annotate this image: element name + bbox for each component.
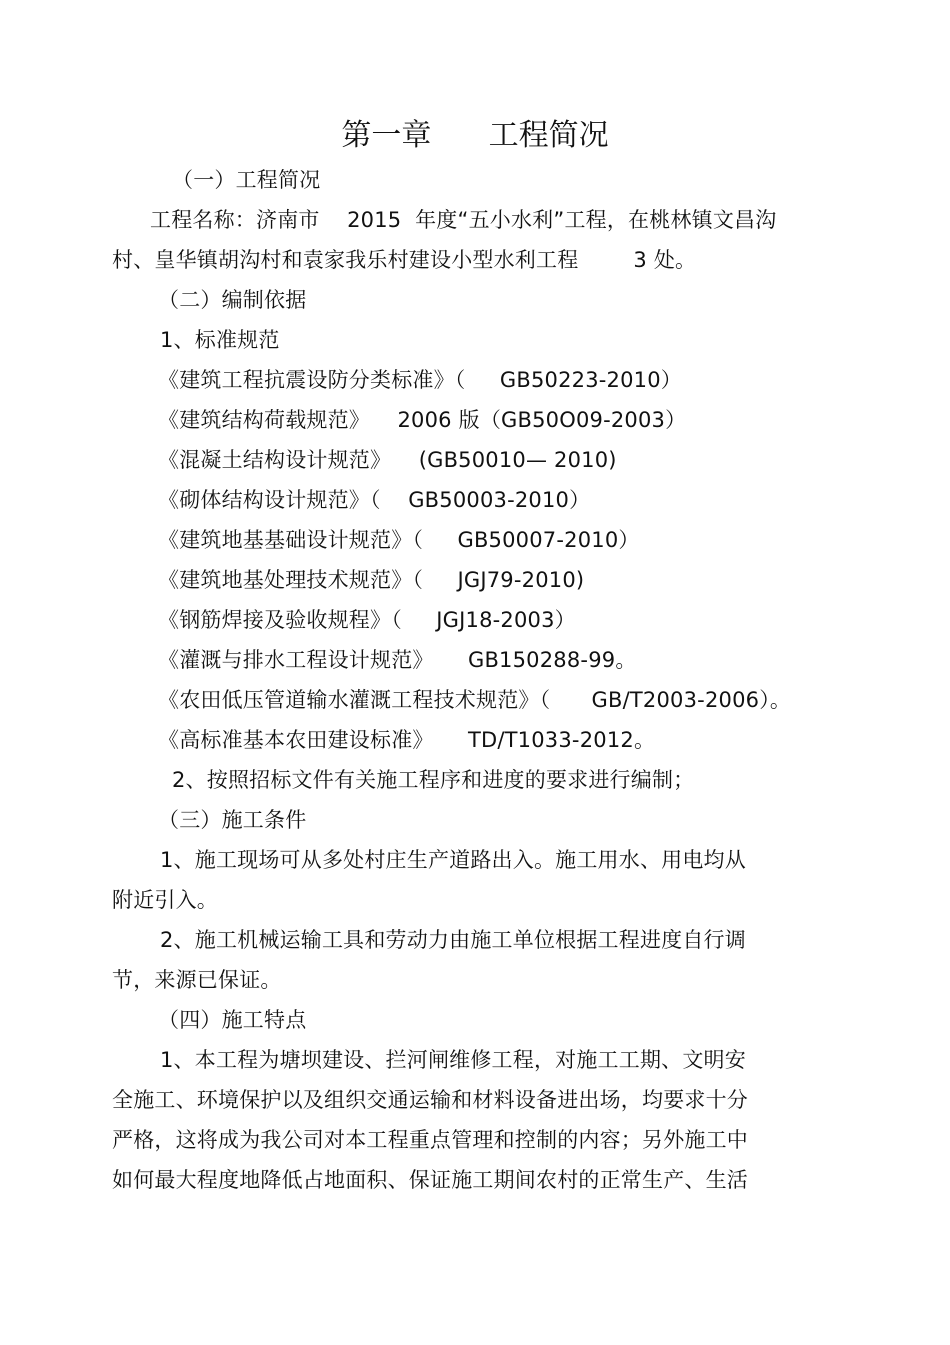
project-name-line-1: 工程名称：济南市 2015 年度“五小水利”工程，在桃林镇文昌沟 bbox=[150, 208, 777, 232]
section-heading-features: （四）施工特点 bbox=[158, 1008, 307, 1032]
condition-paragraph-1-line-1: 1、施工现场可从多处村庄生产道路出入。施工用水、用电均从 bbox=[160, 848, 746, 872]
standard-item: 《高标准基本农田建设标准》 TD/T1033-2012。 bbox=[158, 728, 656, 752]
standard-item: 《砌体结构设计规范》（ GB50003-2010） bbox=[158, 488, 591, 512]
standard-item: 《农田低压管道输水灌溉工程技术规范》（ GB/T2003-2006）。 bbox=[158, 688, 792, 712]
basis-item-standards: 1、标准规范 bbox=[160, 328, 280, 352]
condition-paragraph-2-line-1: 2、施工机械运输工具和劳动力由施工单位根据工程进度自行调 bbox=[160, 928, 746, 952]
section-heading-overview: （一）工程简况 bbox=[172, 168, 321, 192]
section-heading-basis: （二）编制依据 bbox=[158, 288, 307, 312]
feature-paragraph-line-2: 全施工、环境保护以及组织交通运输和材料设备进出场，均要求十分 bbox=[112, 1088, 748, 1112]
feature-paragraph-line-4: 如何最大程度地降低占地面积、保证施工期间农村的正常生产、生活 bbox=[112, 1168, 748, 1192]
project-name-line-2: 村、皇华镇胡沟村和袁家我乐村建设小型水利工程 3 处。 bbox=[112, 248, 697, 272]
standard-item: 《建筑结构荷载规范》 2006 版（GB50O09-2003） bbox=[158, 408, 687, 432]
feature-paragraph-line-3: 严格，这将成为我公司对本工程重点管理和控制的内容；另外施工中 bbox=[112, 1128, 748, 1152]
basis-item-tender: 2、按照招标文件有关施工程序和进度的要求进行编制； bbox=[172, 768, 695, 792]
condition-paragraph-2-line-2: 节，来源已保证。 bbox=[112, 968, 282, 992]
standard-item: 《钢筋焊接及验收规程》（ JGJ18-2003） bbox=[158, 608, 576, 632]
standard-item: 《建筑地基基础设计规范》（ GB50007-2010） bbox=[158, 528, 640, 552]
chapter-title: 第一章 工程简况 bbox=[341, 118, 609, 153]
standard-item: 《建筑工程抗震设防分类标准》（ GB50223-2010） bbox=[158, 368, 682, 392]
condition-paragraph-1-line-2: 附近引入。 bbox=[112, 888, 218, 912]
standard-item: 《建筑地基处理技术规范》（ JGJ79-2010) bbox=[158, 568, 585, 592]
standard-item: 《混凝土结构设计规范》 (GB50010— 2010) bbox=[158, 448, 617, 472]
standard-item: 《灌溉与排水工程设计规范》 GB150288-99。 bbox=[158, 648, 637, 672]
section-heading-conditions: （三）施工条件 bbox=[158, 808, 307, 832]
feature-paragraph-line-1: 1、本工程为塘坝建设、拦河闸维修工程，对施工工期、文明安 bbox=[160, 1048, 746, 1072]
